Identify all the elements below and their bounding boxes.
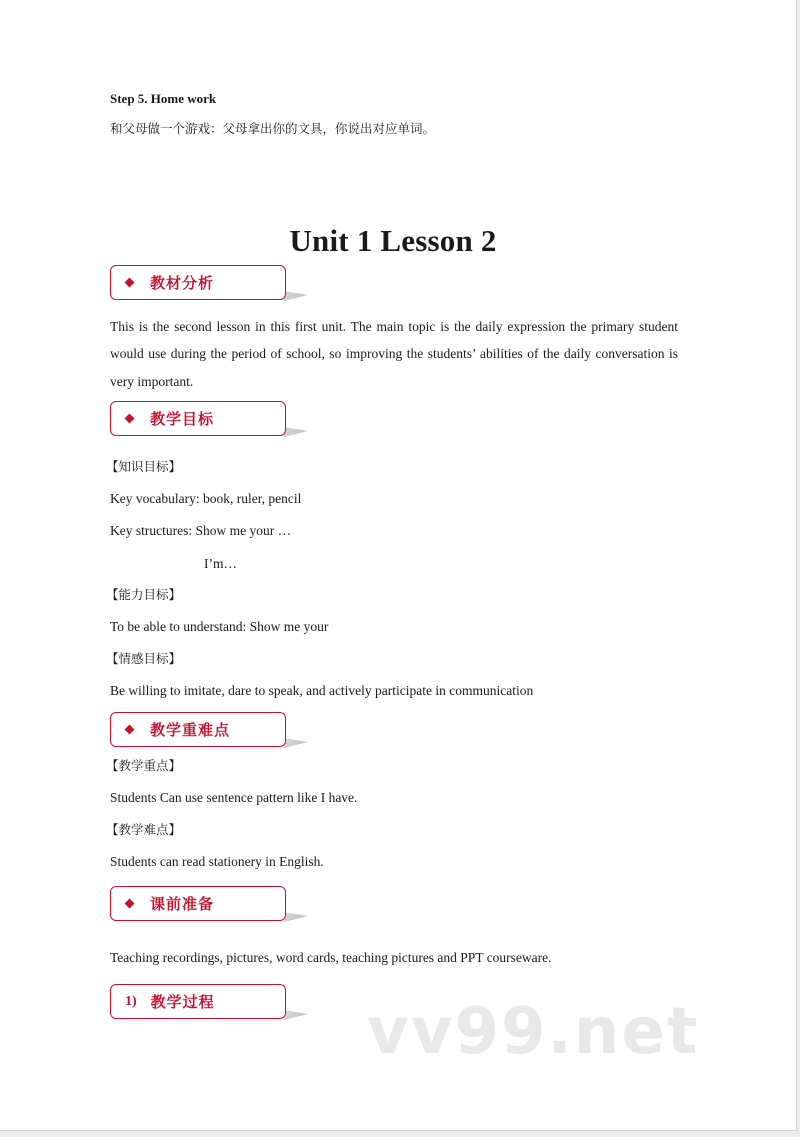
lesson-title: Unit 1 Lesson 2	[289, 223, 497, 258]
emotion-text: Be willing to imitate, dare to speak, and actively participate in communication	[110, 683, 534, 698]
focus-heading: 【教学重点】	[106, 758, 182, 773]
section-tab-shadow	[284, 738, 308, 748]
section-label: 教学目标	[150, 410, 215, 428]
diamond-icon	[125, 278, 135, 288]
watermark: vv99.net	[367, 995, 700, 1069]
step-number: 1)	[125, 993, 137, 1009]
section-header-objectives	[110, 401, 286, 436]
analysis-paragraph: This is the second lesson in this first unit. The main topic is the daily expression the primary student would use during the period of school, so improving the students’ abilities of the daily conversation is very important.	[110, 319, 678, 389]
knowledge-heading: 【知识目标】	[106, 459, 182, 474]
section-header-key-points	[110, 712, 286, 747]
section-tab-shadow	[284, 291, 308, 301]
difficulty-text: Students can read stationery in English.	[110, 854, 324, 869]
section-tab-shadow	[284, 912, 308, 922]
key-structures: Key structures: Show me your …	[110, 523, 292, 538]
section-label: 教材分析	[150, 274, 215, 292]
emotion-heading: 【情感目标】	[106, 651, 182, 666]
section-tab-shadow	[284, 427, 308, 437]
ability-text: To be able to understand: Show me your	[110, 619, 329, 634]
ability-heading: 【能力目标】	[106, 587, 182, 602]
focus-text: Students Can use sentence pattern like I have.	[110, 790, 358, 805]
difficulty-heading: 【教学难点】	[106, 822, 182, 837]
section-label: 教学过程	[150, 993, 215, 1011]
section-header-analysis	[110, 265, 286, 300]
homework-heading: Step 5. Home work	[110, 91, 217, 106]
section-label: 课前准备	[150, 895, 215, 913]
section-label: 教学重难点	[150, 721, 231, 739]
homework-text: 和父母做一个游戏：父母拿出你的文具，你说出对应单词。	[110, 121, 436, 136]
section-tab-shadow	[284, 1010, 308, 1020]
diamond-icon	[125, 899, 135, 909]
diamond-icon	[125, 414, 135, 424]
diamond-icon	[125, 725, 135, 735]
key-vocabulary: Key vocabulary: book, ruler, pencil	[110, 491, 302, 506]
section-header-process	[110, 984, 286, 1019]
preparation-text: Teaching recordings, pictures, word cards, teaching pictures and PPT courseware.	[110, 950, 552, 965]
section-header-preparation	[110, 886, 286, 921]
key-structures-second: I’m…	[204, 556, 237, 571]
